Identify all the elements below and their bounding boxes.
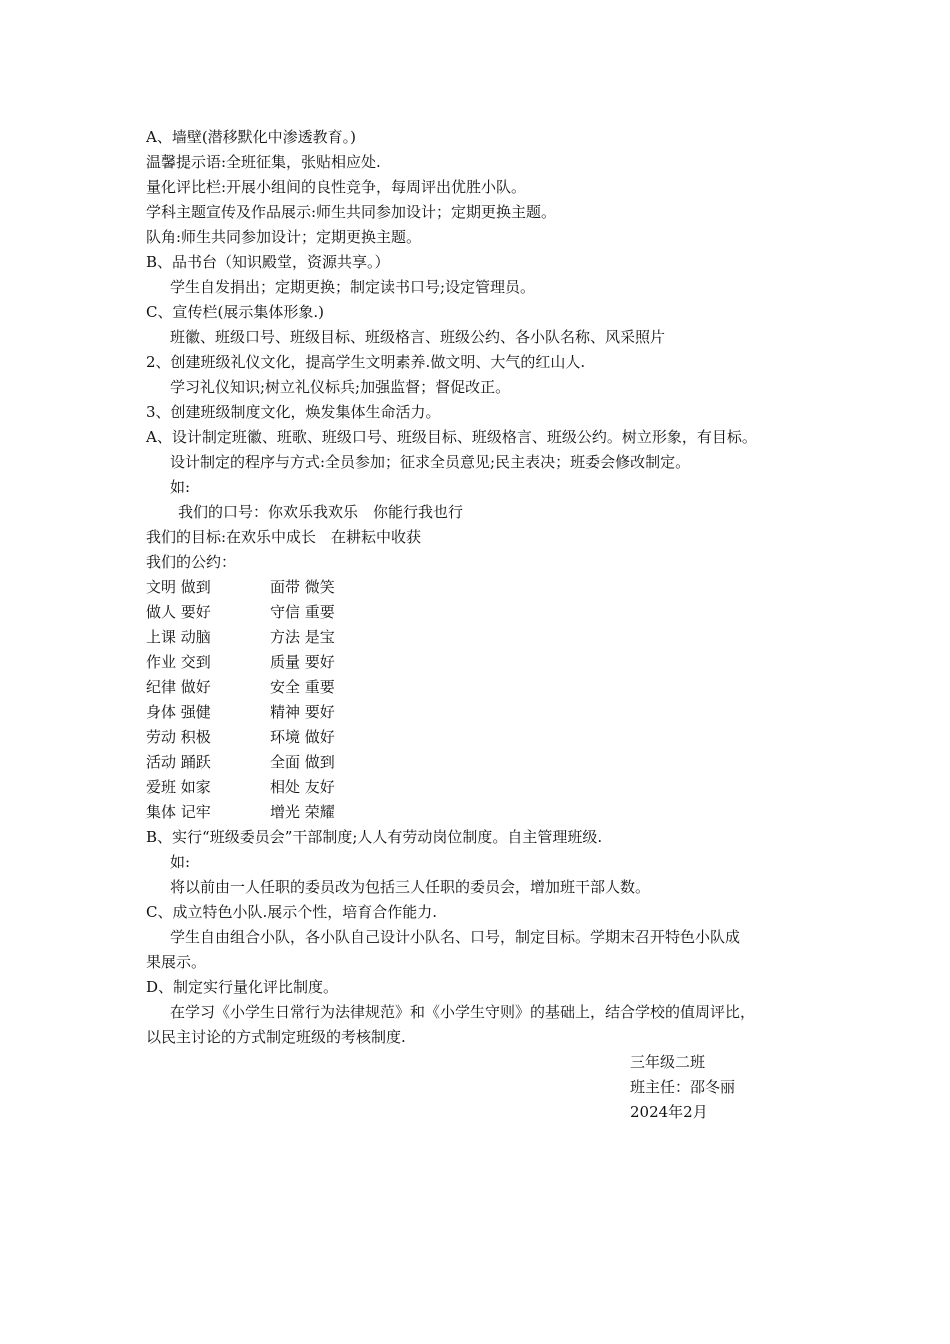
heading-teams: C、成立特色小队.展示个性，培育合作能力. [146, 903, 438, 921]
text-slogan: 我们的口号：你欢乐我欢乐 你能行我也行 [178, 503, 464, 521]
text-evaluation-cont: 以民主讨论的方式制定班级的考核制度. [146, 1028, 406, 1046]
pact-item: 安全 重要 [270, 678, 335, 696]
heading-wall: A、墙壁(潜移默化中渗透教育。) [146, 128, 357, 146]
pact-item: 环境 做好 [270, 728, 335, 746]
text-bulletin: 班徽、班级口号、班级目标、班级格言、班级公约、各小队名称、风采照片 [170, 328, 666, 346]
pact-item: 纪律 做好 [146, 678, 211, 696]
pact-item: 增光 荣耀 [270, 803, 335, 821]
pact-item: 劳动 积极 [146, 728, 211, 746]
signature-teacher: 班主任：邵冬丽 [630, 1078, 736, 1096]
pact-item: 精神 要好 [270, 703, 335, 721]
heading-bulletin: C、宣传栏(展示集体形象.) [146, 303, 324, 321]
pact-item: 文明 做到 [146, 578, 211, 596]
text-goal: 我们的目标:在欢乐中成长 在耕耘中收获 [146, 528, 422, 546]
signature-date: 2024年2月 [630, 1103, 708, 1121]
pact-item: 守信 重要 [270, 603, 335, 621]
pact-item: 面带 微笑 [270, 578, 335, 596]
heading-bookshelf: B、品书台（知识殿堂，资源共享。） [146, 253, 390, 271]
text-etiquette: 学习礼仪知识;树立礼仪标兵;加强监督；督促改正。 [170, 378, 511, 396]
text-teams: 学生自由组合小队，各小队自己设计小队名、口号，制定目标。学期末召开特色小队成 [170, 928, 741, 946]
pact-item: 活动 踊跃 [146, 753, 211, 771]
text-evaluation: 在学习《小学生日常行为法律规范》和《小学生守则》的基础上，结合学校的值周评比， [170, 1003, 756, 1021]
text-procedure: 设计制定的程序与方式:全员参加；征求全员意见;民主表决；班委会修改制定。 [170, 453, 691, 471]
pact-item: 做人 要好 [146, 603, 211, 621]
signature-class: 三年级二班 [630, 1053, 706, 1071]
heading-committee: B、实行“班级委员会”干部制度;人人有劳动岗位制度。自主管理班级. [146, 828, 603, 846]
pact-item: 身体 强健 [146, 703, 211, 721]
pact-item: 相处 友好 [270, 778, 335, 796]
pact-item: 上课 动脑 [146, 628, 211, 646]
pact-item: 方法 是宝 [270, 628, 335, 646]
text-subject-display: 学科主题宣传及作品展示:师生共同参加设计；定期更换主题。 [146, 203, 557, 221]
text-tips: 温馨提示语:全班征集，张贴相应处. [146, 153, 381, 171]
pact-item: 爱班 如家 [146, 778, 211, 796]
text-score-board: 量化评比栏:开展小组间的良性竞争，每周评出优胜小队。 [146, 178, 527, 196]
heading-evaluation: D、制定实行量化评比制度。 [146, 978, 339, 996]
pact-item: 全面 做到 [270, 753, 335, 771]
text-teams-cont: 果展示。 [146, 953, 207, 971]
pact-item: 作业 交到 [146, 653, 211, 671]
text-pact-label: 我们的公约： [146, 553, 237, 571]
pact-item: 集体 记牢 [146, 803, 211, 821]
text-design: A、设计制定班徽、班歌、班级口号、班级目标、班级格言、班级公约。树立形象，有目标。 [146, 428, 757, 446]
text-example-label-2: 如: [170, 853, 191, 871]
text-example-label: 如: [170, 478, 191, 496]
pact-item: 质量 要好 [270, 653, 335, 671]
text-bookshelf: 学生自发捐出；定期更换；制定读书口号;设定管理员。 [170, 278, 536, 296]
text-team-corner: 队角:师生共同参加设计；定期更换主题。 [146, 228, 422, 246]
text-committee: 将以前由一人任职的委员改为包括三人任职的委员会，增加班干部人数。 [170, 878, 651, 896]
heading-etiquette: 2、创建班级礼仪文化，提高学生文明素养.做文明、大气的红山人. [146, 353, 586, 371]
heading-system: 3、创建班级制度文化，焕发集体生命活力。 [146, 403, 441, 421]
